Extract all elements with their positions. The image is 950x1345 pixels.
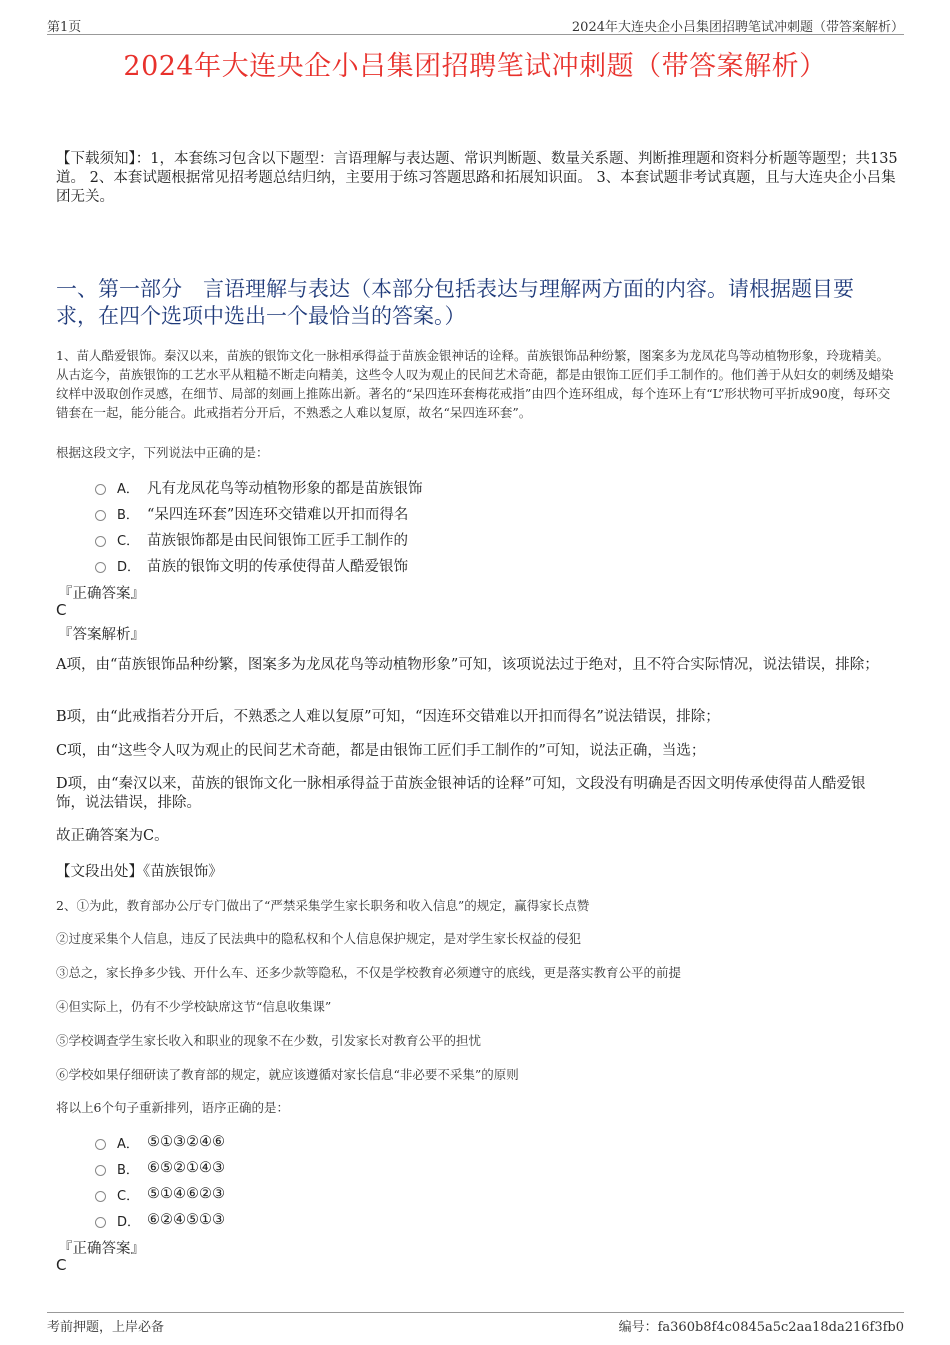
option-text: ⑤①③②④⑥ — [147, 1134, 225, 1150]
option-b[interactable] — [95, 500, 423, 526]
question-2-sentence-6: ⑥学校如果仔细研读了教育部的规定，就应该遵循对家长信息“非必要不采集”的原则 — [56, 1067, 519, 1082]
passage-source: 【文段出处】《苗族银饰》 — [56, 864, 223, 880]
radio-button[interactable] — [95, 536, 106, 547]
option-letter: D． — [117, 1214, 141, 1230]
radio-button[interactable] — [95, 1191, 106, 1202]
analysis-d: D项，由“秦汉以来，苗族的银饰文化一脉相承得益于苗族金银神话的诠释”可知，文段没有明确是否因文明传承使得苗人酷爱银饰，说法错误，排除。 — [56, 776, 866, 811]
option-letter: A． — [117, 1136, 139, 1152]
radio-button[interactable] — [95, 510, 106, 521]
option-letter: C． — [117, 533, 140, 549]
option-text: 凡有龙凤花鸟等动植物形象的都是苗族银饰 — [147, 480, 423, 497]
option-a[interactable] — [95, 1129, 225, 1155]
answer-value: C — [56, 1256, 67, 1274]
page-header — [47, 14, 904, 35]
answer-value: C — [56, 601, 67, 619]
radio-button[interactable] — [95, 1165, 106, 1176]
option-a[interactable] — [95, 474, 423, 500]
option-text: 苗族的银饰文明的传承使得苗人酷爱银饰 — [147, 558, 408, 575]
question-2-sentence-4: ④但实际上，仍有不少学校缺席这节“信息收集课” — [56, 999, 332, 1014]
document-code: 编号：fa360b8f4c0845a5c2aa18da216f3fb0 — [618, 1320, 904, 1335]
option-c[interactable] — [95, 526, 423, 552]
running-title: 2024年大连央企小吕集团招聘笔试冲刺题（带答案解析） — [571, 20, 904, 35]
question-1-options — [95, 474, 423, 578]
radio-button[interactable] — [95, 562, 106, 573]
question-2-sentence-2: ②过度采集个人信息，违反了民法典中的隐私权和个人信息保护规定，是对学生家长权益的侵犯 — [56, 931, 582, 946]
analysis-label: 『答案解析』 — [58, 627, 145, 643]
answer-label: 『正确答案』 — [58, 586, 145, 602]
option-text: 苗族银饰都是由民间银饰工匠手工制作的 — [147, 532, 408, 549]
question-1-passage: 1、苗人酷爱银饰。秦汉以来，苗族的银饰文化一脉相承得益于苗族金银神话的诠释。苗族银饰品种纷繁，图案多为龙凤花鸟等动植物形象，玲珑精美。从古迄今，苗族银饰的工艺水平从粗糙不断走向精美，这些令人叹为观止的民间艺术奇葩，都是由银饰工匠们手工制作的。他们善于从妇女的刺绣及蜡染纹样中汲取创作灵感，在细节、局部的刻画上推陈出新。著名的“呆四连环套梅花戒指”由四个连环组成，每个连环上有“L”形状物可平折成90度，每环交错套在一起，能分能合。此戒指若分开后，不熟悉之人难以复原，故名“呆四连环套”。 — [56, 348, 894, 420]
option-letter: A． — [117, 481, 139, 497]
download-notice: 【下载须知】：1，本套练习包含以下题型：言语理解与表达题、常识判断题、数量关系题、判断推理题和资料分析题等题型；共135道。 2、本套试题根据常见招考题总结归纳，主要用于练习答题思路和拓展知识面。 3、本套试题非考试真题，且与大连央企小吕集团无关。 — [56, 151, 898, 205]
question-2-options — [95, 1129, 225, 1233]
answer-label: 『正确答案』 — [58, 1241, 145, 1257]
analysis-a: A项，由“苗族银饰品种纷繁，图案多为龙凤花鸟等动植物形象”可知，该项说法过于绝对，且不符合实际情况，说法错误，排除； — [56, 657, 879, 673]
option-letter: D． — [117, 559, 141, 575]
option-letter: C． — [117, 1188, 140, 1204]
option-text: ⑤①④⑥②③ — [147, 1186, 225, 1202]
option-text: ⑥⑤②①④③ — [147, 1160, 225, 1176]
radio-button[interactable] — [95, 484, 106, 495]
question-2-prompt: 将以上6个句子重新排列，语序正确的是： — [56, 1100, 289, 1115]
option-d[interactable] — [95, 552, 423, 578]
option-text: ⑥②④⑤①③ — [147, 1212, 225, 1228]
option-d[interactable] — [95, 1207, 225, 1233]
document-title: 2024年大连央企小吕集团招聘笔试冲刺题（带答案解析） — [123, 51, 827, 82]
option-text: “呆四连环套”因连环交错难以开扣而得名 — [147, 506, 409, 523]
question-2-sentence-5: ⑤学校调查学生家长收入和职业的现象不在少数，引发家长对教育公平的担忧 — [56, 1033, 482, 1048]
page-number: 第1页 — [47, 20, 82, 35]
option-letter: B． — [117, 1162, 139, 1178]
section-heading: 一、第一部分 言语理解与表达（本部分包括表达与理解两方面的内容。请根据题目要求，在四个选项中选出一个最恰当的答案。） — [56, 277, 854, 328]
radio-button[interactable] — [95, 1217, 106, 1228]
analysis-conclusion: 故正确答案为C。 — [56, 828, 169, 844]
radio-button[interactable] — [95, 1139, 106, 1150]
analysis-b: B项，由“此戒指若分开后，不熟悉之人难以复原”可知，“因连环交错难以开扣而得名”说法错误，排除； — [56, 709, 720, 725]
question-1-prompt: 根据这段文字，下列说法中正确的是： — [56, 445, 269, 460]
option-letter: B． — [117, 507, 139, 523]
question-2-sentence-1: 2、①为此，教育部办公厅专门做出了“严禁采集学生家长职务和收入信息”的规定，赢得家长点赞 — [56, 898, 590, 913]
footer-slogan: 考前押题，上岸必备 — [47, 1320, 165, 1335]
option-b[interactable] — [95, 1155, 225, 1181]
page-footer — [47, 1312, 904, 1335]
question-2-sentence-3: ③总之，家长挣多少钱、开什么车、还多少款等隐私，不仅是学校教育必须遵守的底线，更是落实教育公平的前提 — [56, 965, 682, 980]
option-c[interactable] — [95, 1181, 225, 1207]
analysis-c: C项，由“这些令人叹为观止的民间艺术奇葩，都是由银饰工匠们手工制作的”可知，说法正确，当选； — [56, 743, 706, 759]
